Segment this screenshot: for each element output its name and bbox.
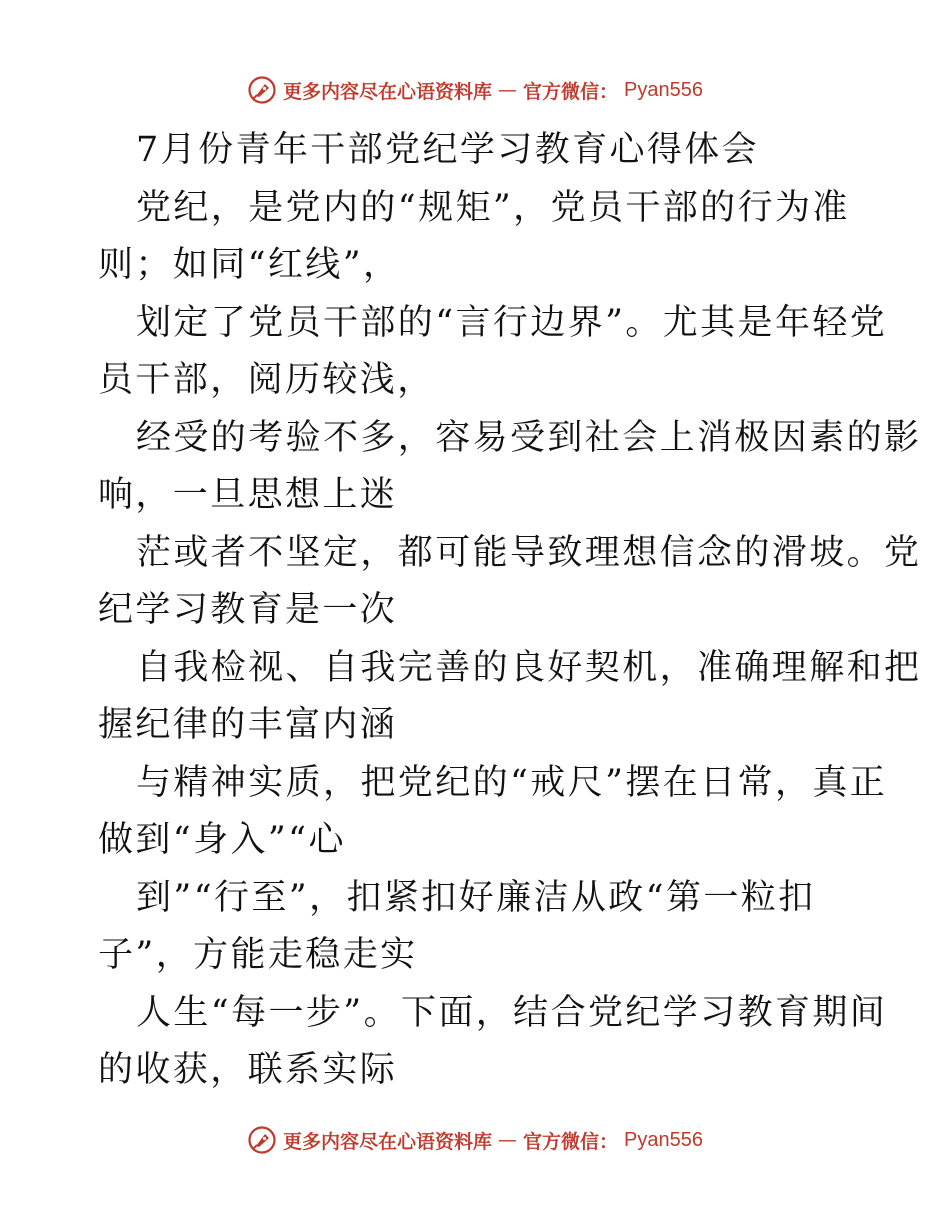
banner-brand-text: 更多内容尽在心语资料库 — [283, 80, 493, 103]
document-body — [98, 122, 922, 1100]
paragraph-line: 响，一旦思想上迷 — [98, 475, 398, 515]
paragraph-line: 人生“每一步”。下面，结合党纪学习教育期间 — [136, 992, 888, 1033]
paragraph-line: 划定了党员干部的“言行边界”。尤其是年轻党 — [136, 302, 888, 343]
pen-nib-circle-icon — [247, 1125, 277, 1155]
banner-brand-text: 更多内容尽在心语资料库 — [283, 1130, 493, 1153]
footer-banner — [0, 1120, 950, 1160]
paragraph-line: 子”，方能走稳走实 — [98, 935, 418, 975]
banner-wechat-label: 官方微信： — [523, 80, 619, 103]
paragraph-line: 党纪，是党内的“规矩”，党员干部的行为准 — [136, 187, 850, 228]
paragraph-line: 茫或者不坚定，都可能导致理想信念的滑坡。党 — [136, 532, 922, 573]
paragraph-line: 纪学习教育是一次 — [98, 590, 398, 630]
document-title: 7月份青年干部党纪学习教育心得体会 — [136, 130, 760, 170]
pen-nib-circle-icon — [247, 75, 277, 105]
header-banner — [0, 70, 950, 110]
paragraph-line: 的收获，联系实际 — [98, 1050, 398, 1090]
paragraph-line: 员干部，阅历较浅， — [98, 360, 435, 400]
paragraph-line: 握纪律的丰富内涵 — [98, 705, 398, 745]
banner-wechat-id: Pyan556 — [624, 78, 703, 101]
paragraph-line: 到”“行至”，扣紧扣好廉洁从政“第一粒扣 — [136, 877, 816, 918]
banner-wechat-label: 官方微信： — [523, 1130, 619, 1153]
banner-separator: — — [498, 1129, 518, 1151]
paragraph-line: 自我检视、自我完善的良好契机，准确理解和把 — [136, 647, 922, 688]
banner-separator: — — [498, 79, 518, 101]
paragraph-line: 与精神实质，把党纪的“戒尺”摆在日常，真正 — [136, 762, 888, 803]
banner-wechat-id: Pyan556 — [624, 1128, 703, 1151]
paragraph-line: 则；如同“红线”， — [98, 245, 401, 285]
paragraph-line: 经受的考验不多，容易受到社会上消极因素的影 — [136, 417, 922, 458]
paragraph-line: 做到“身入”“心 — [98, 820, 346, 860]
